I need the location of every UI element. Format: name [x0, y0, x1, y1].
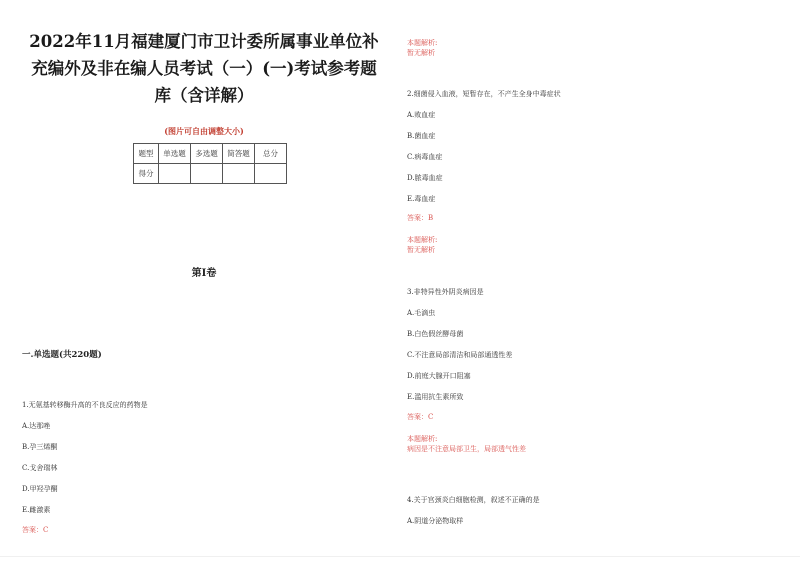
score-cell	[223, 164, 255, 184]
question-2-option-a: A.败血症	[407, 111, 436, 119]
question-3-option-a: A.毛滴虫	[407, 309, 436, 317]
score-cell	[255, 164, 287, 184]
explanation-text: 暂无解析	[407, 49, 435, 57]
explanation-label: 本题解析:	[407, 236, 438, 244]
image-resize-note: (图片可自由调整大小)	[164, 126, 244, 136]
score-table-header-row	[134, 144, 287, 164]
title-line-1: 2022年11月福建厦门市卫计委所属事业单位补	[29, 32, 379, 51]
question-2-answer: 答案：B	[407, 214, 434, 222]
question-2-option-e: E.毒血症	[407, 195, 436, 203]
question-3-explanation	[407, 434, 526, 454]
score-header-multi: 多选题	[191, 144, 223, 164]
question-3-answer: 答案：C	[407, 413, 434, 421]
explanation-text: 病因是不注意局部卫生，局部透气性差	[407, 445, 526, 453]
question-2-stem: 2.细菌侵入血液，短暂存在，不产生全身中毒症状	[407, 90, 561, 98]
explanation-label: 本题解析:	[407, 435, 438, 443]
score-header-single: 单选题	[159, 144, 191, 164]
question-3-option-e: E.滥用抗生素所致	[407, 393, 464, 401]
score-header-total: 总分	[255, 144, 287, 164]
score-cell	[191, 164, 223, 184]
question-3-option-b: B.白色假丝酵母菌	[407, 330, 464, 338]
question-1-option-c: C.戈舍瑞林	[22, 464, 58, 472]
score-table-score-row	[134, 164, 287, 184]
question-1-option-a: A.达那唑	[22, 422, 51, 430]
question-2-explanation	[407, 235, 437, 255]
question-3-option-c: C.不注意局部清洁和局部通透性差	[407, 351, 513, 359]
prev-question-explanation	[407, 38, 437, 58]
question-1-option-e: E.雌激素	[22, 506, 51, 514]
question-2-option-d: D.脓毒血症	[407, 174, 443, 182]
question-4-option-a: A.阴道分泌物取样	[407, 517, 464, 525]
score-table	[133, 143, 287, 184]
page-bottom-divider	[0, 556, 800, 557]
explanation-text: 暂无解析	[407, 246, 435, 254]
question-1-option-b: B.孕三烯酮	[22, 443, 58, 451]
explanation-label: 本题解析:	[407, 39, 438, 47]
score-row-label: 得分	[134, 164, 159, 184]
score-cell	[159, 164, 191, 184]
score-header-type: 题型	[134, 144, 159, 164]
document-title	[18, 28, 390, 109]
question-1-stem: 1.无氨基转移酶升高的不良反应的药物是	[22, 401, 148, 409]
question-1-option-d: D.甲羟孕酮	[22, 485, 58, 493]
question-3-stem: 3.非特异性外阴炎病因是	[407, 288, 484, 296]
title-line-3: 库（含详解）	[154, 86, 254, 105]
title-line-2: 充编外及非在编人员考试（一）(一)考试参考题	[31, 59, 377, 78]
question-1-answer: 答案：C	[22, 526, 49, 534]
section-heading: 一.单选题(共220题)	[22, 350, 102, 360]
score-header-short: 简答题	[223, 144, 255, 164]
question-2-option-c: C.病毒血症	[407, 153, 443, 161]
volume-heading: 第I卷	[191, 268, 217, 279]
question-4-stem: 4.关于宫颈炎白细胞检测，叙述不正确的是	[407, 496, 540, 504]
question-3-option-d: D.前庭大腺开口阻塞	[407, 372, 471, 380]
question-2-option-b: B.菌血症	[407, 132, 436, 140]
